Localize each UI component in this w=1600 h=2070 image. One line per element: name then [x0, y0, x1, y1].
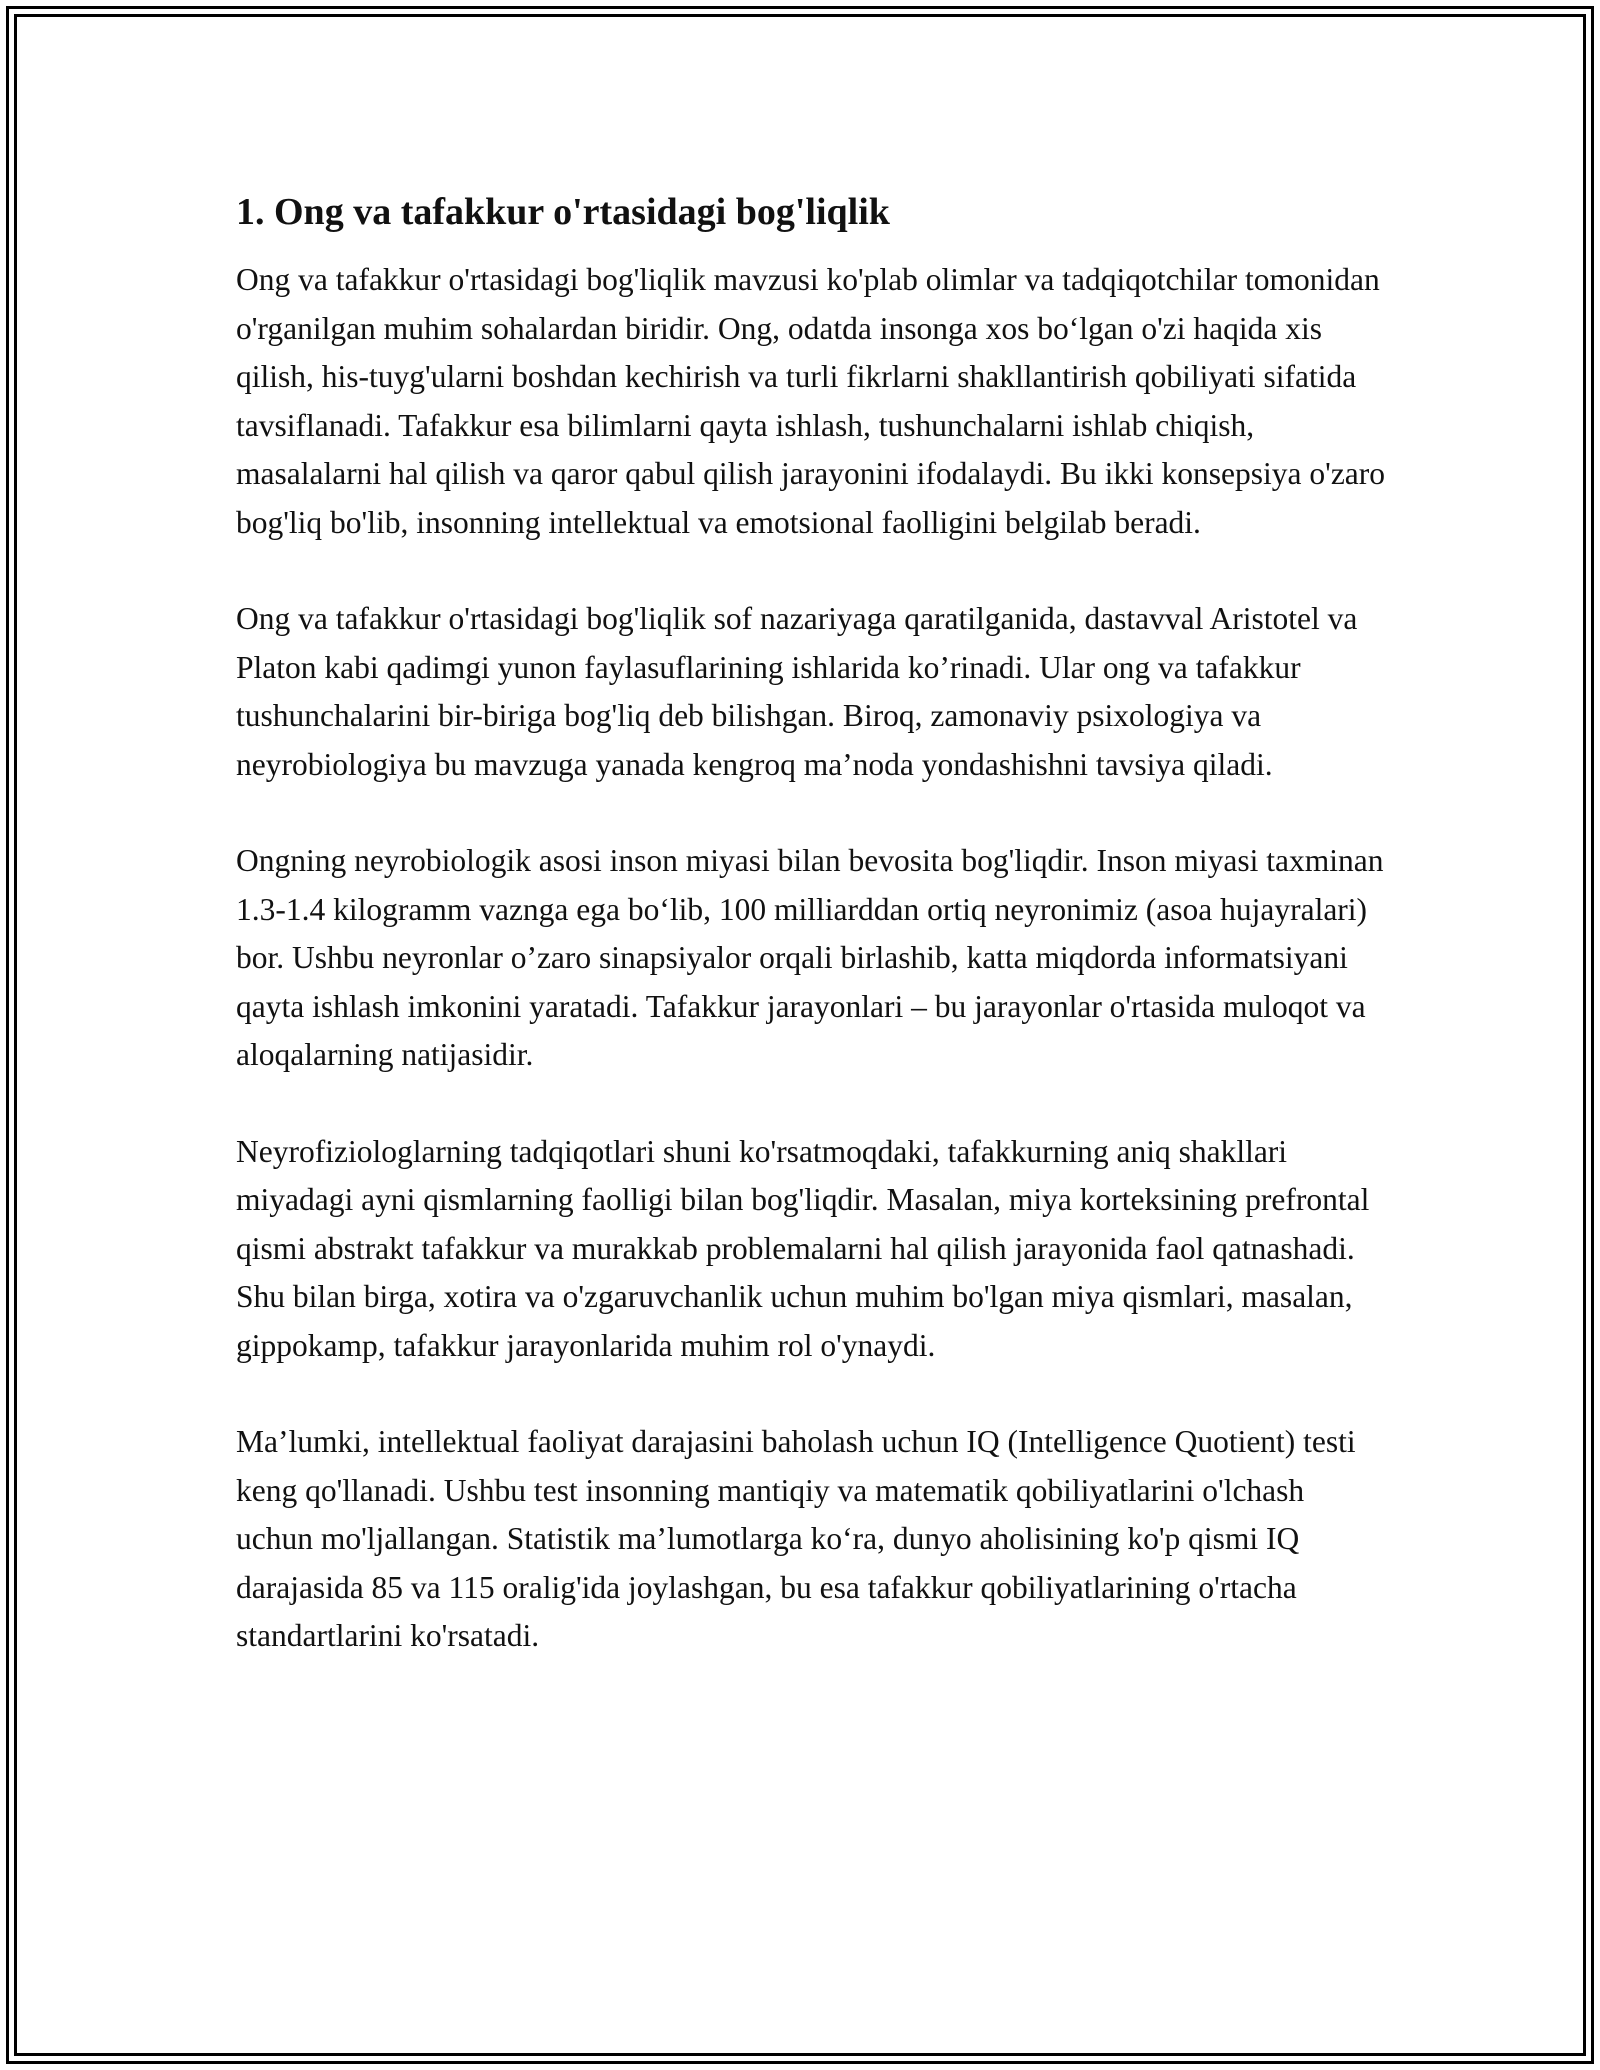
paragraph-2: Ong va tafakkur o'rtasidagi bog'liqlik sof nazariyaga qaratilganida, dastavval Aristotel va Platon kabi qadimgi yunon faylasuflarining ishlarida ko’rinadi. Ular ong va tafakkur tushunchalarini bir-biriga bog'liq deb bilishgan. Biroq, zamonaviy psixologiya va neyrobiologiya bu mavzuga yanada kengroq ma’noda yondashishni tavsiya qiladi. — [236, 601, 1358, 782]
paragraph-4: Neyrofiziologlarning tadqiqotlari shuni ko'rsatmoqdaki, tafakkurning aniq shakllari miyadagi ayni qismlarning faolligi bilan bog'liqdir. Masalan, miya korteksining prefrontal qismi abstrakt tafakkur va murakkab problemalarni hal qilish jarayonida faol qatnashadi. Shu bilan birga, xotira va o'zgaruvchanlik uchun muhim bo'lgan miya qismlari, masalan, gippokamp, tafakkur jarayonlarida muhim rol o'ynaydi. — [236, 1133, 1370, 1363]
section-heading: 1. Ong va tafakkur o'rtasidagi bog'liqlik — [236, 191, 890, 233]
paragraph-3: Ongning neyrobiologik asosi inson miyasi bilan bevosita bog'liqdir. Inson miyasi taxminan 1.3-1.4 kilogramm vaznga ega bo‘lib, 100 milliarddan ortiq neyronimiz (asoa hujayralari) bor. Ushbu neyronlar o’zaro sinapsiyalor orqali birlashib, katta miqdorda informatsiyani qayta ishlash imkonini yaratadi. Tafakkur jarayonlari – bu jarayonlar o'rtasida muloqot va aloqalarning natijasidir. — [236, 843, 1384, 1072]
paragraph-5: Ma’lumki, intellektual faoliyat darajasini baholash uchun IQ (Intelligence Quotient) testi keng qo'llanadi. Ushbu test insonning mantiqiy va matematik qobiliyatlarini o'lchash uchun mo'ljallangan. Statistik ma’lumotlarga ko‘ra, dunyo aholisining ko'p qismi IQ darajasida 85 va 115 oralig'ida joylashgan, bu esa tafakkur qobiliyatlarining o'rtacha standartlarini ko'rsatadi. — [236, 1424, 1356, 1653]
document-body — [236, 186, 1386, 1709]
paragraph-1: Ong va tafakkur o'rtasidagi bog'liqlik mavzusi ko'plab olimlar va tadqiqotchilar tomonidan o'rganilgan muhim sohalardan biridir. Ong, odatda insonga xos bo‘lgan o'zi haqida xis qilish, his-tuyg'ularni boshdan kechirish va turli fikrlarni shakllantirish qobiliyati sifatida tavsiflanadi. Tafakkur esa bilimlarni qayta ishlash, tushunchalarni ishlab chiqish, masalalarni hal qilish va qaror qabul qilish jarayonini ifodalaydi. Bu ikki konsepsiya o'zaro bog'liq bo'lib, insonning intellektual va emotsional faolligini belgilab beradi. — [236, 262, 1386, 540]
